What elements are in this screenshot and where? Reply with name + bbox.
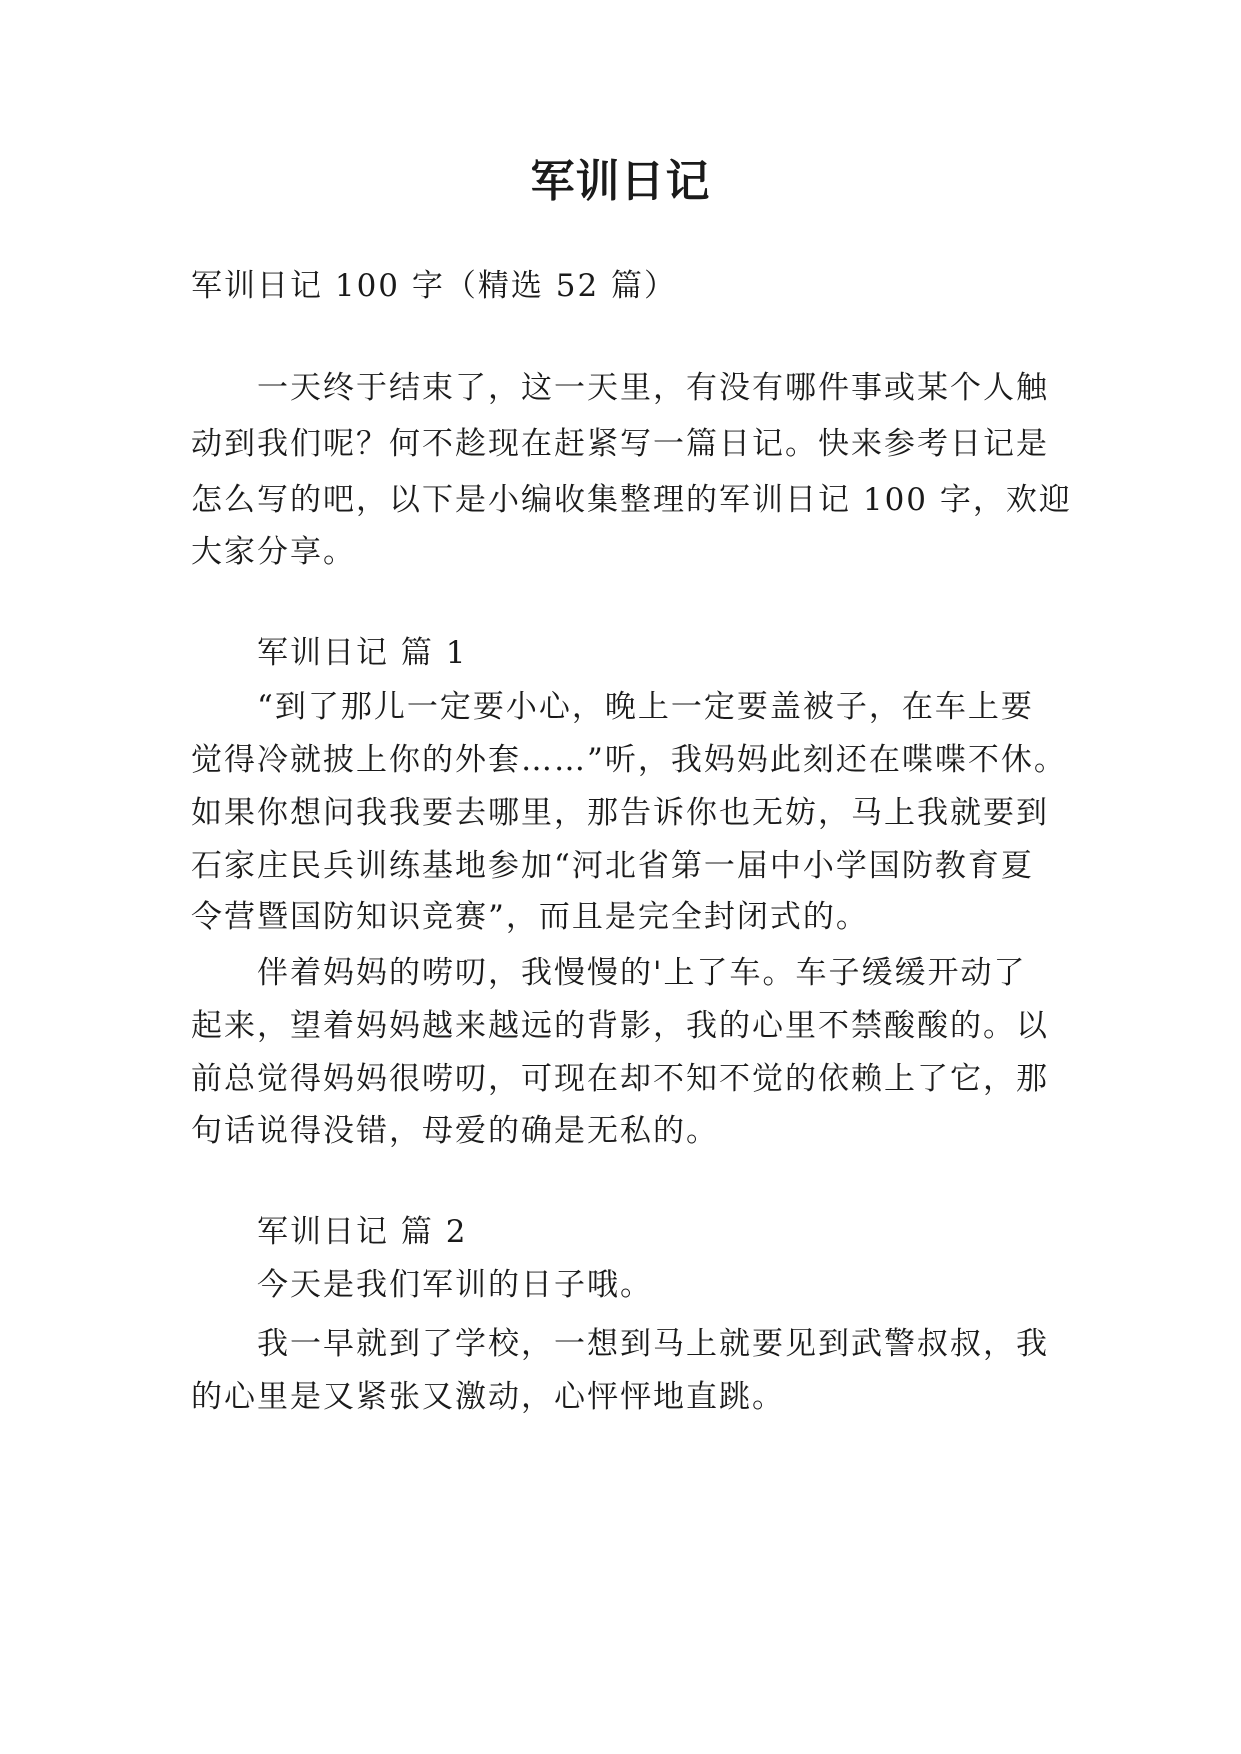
paragraph-line: 如果你想问我我要去哪里，那告诉你也无妨，马上我就要到 [191,795,1049,831]
intro-line: 一天终于结束了，这一天里，有没有哪件事或某个人触 [257,370,1049,406]
paragraph-line: 今天是我们军训的日子哦。 [257,1267,653,1303]
paragraph-line: 的心里是又紧张又激动，心怦怦地直跳。 [191,1379,785,1415]
paragraph-line: 觉得冷就披上你的外套……”听，我妈妈此刻还在喋喋不休。 [191,742,1067,778]
paragraph-line: 石家庄民兵训练基地参加“河北省第一届中小学国防教育夏 [191,848,1034,884]
section-heading: 军训日记 篇 2 [257,1214,468,1250]
paragraph-line: 前总觉得妈妈很唠叨，可现在却不知不觉的依赖上了它，那 [191,1061,1049,1097]
intro-line: 大家分享。 [191,534,356,570]
paragraph-line: 伴着妈妈的唠叨，我慢慢的'上了车。车子缓缓开动了 [257,955,1027,991]
paragraph-line: 令营暨国防知识竞赛”，而且是完全封闭式的。 [191,899,869,935]
paragraph-line: 起来，望着妈妈越来越远的背影，我的心里不禁酸酸的。以 [191,1008,1049,1044]
intro-line: 动到我们呢？何不趁现在赶紧写一篇日记。快来参考日记是 [191,426,1049,462]
paragraph-line: 句话说得没错，母爱的确是无私的。 [191,1113,719,1149]
paragraph-line: “到了那儿一定要小心，晚上一定要盖被子，在车上要 [257,689,1034,725]
section-heading: 军训日记 篇 1 [257,635,468,671]
document-title: 军训日记 [530,156,711,207]
document-subtitle: 军训日记 100 字（精选 52 篇） [191,268,678,304]
paragraph-line: 我一早就到了学校，一想到马上就要见到武警叔叔，我 [257,1326,1049,1362]
intro-line: 怎么写的吧，以下是小编收集整理的军训日记 100 字，欢迎 [191,482,1072,518]
